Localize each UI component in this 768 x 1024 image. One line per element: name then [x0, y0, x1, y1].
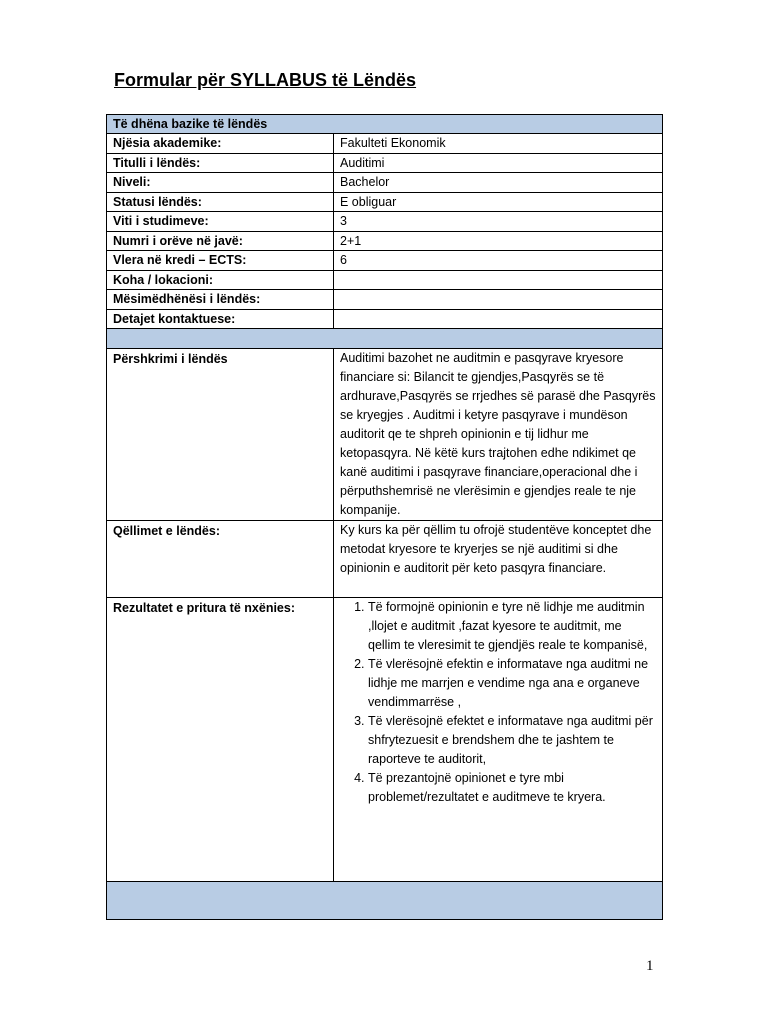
- description-text: Auditimi bazohet ne auditmin e pasqyrave kryesore financiare si: Bilancit te gjendjes,Pasqyrës se të ardhurave,Pasqyrës se rrjedhes së parasë dhe Pasqyrës se kryegjes . Auditmi i ketyre pasqyrave i mundëson auditorit qe te shpreh opinionin e tij lidhur me ketopasqyra. Në këtë kurs trajtohen edhe ndikimet qe kanë auditimi i pasqyrave financiare,operacional dhe i përputhshemrisë ne vlerësimin e gjendjes reale te nje kompanije.: [334, 349, 663, 521]
- info-row: [107, 173, 663, 193]
- info-value: [334, 290, 663, 310]
- info-value: [334, 309, 663, 329]
- info-value: 3: [334, 212, 663, 232]
- description-label: Përshkrimi i lëndës: [107, 349, 334, 521]
- info-label: Koha / lokacioni:: [107, 270, 334, 290]
- info-value: E obliguar: [334, 192, 663, 212]
- info-value: [334, 270, 663, 290]
- outcome-item: 3. Të vlerësojnë efektet e informatave nga auditmi për shfrytezuesit e brendshem dhe te jashtem te raporteve te auditorit,: [368, 712, 656, 769]
- info-label: Mësimëdhënësi i lëndës:: [107, 290, 334, 310]
- separator-cell: [107, 329, 663, 349]
- info-row: [107, 251, 663, 271]
- footer-band: [107, 882, 663, 920]
- info-value: 2+1: [334, 231, 663, 251]
- info-label: Numri i orëve në javë:: [107, 231, 334, 251]
- info-row: [107, 270, 663, 290]
- info-row: [107, 309, 663, 329]
- outcomes-cell: [334, 598, 663, 882]
- outcomes-list: [340, 598, 656, 807]
- info-row: [107, 134, 663, 154]
- section-header-row: [107, 115, 663, 134]
- info-value: Fakulteti Ekonomik: [334, 134, 663, 154]
- outcome-item: 2. Të vlerësojnë efektin e informatave nga auditmi ne lidhje me marrjen e vendime nga ana e organeve vendimmarrëse ,: [368, 655, 656, 712]
- info-value: Bachelor: [334, 173, 663, 193]
- info-row: [107, 212, 663, 232]
- description-row: [107, 349, 663, 521]
- info-label: Titulli i lëndës:: [107, 153, 334, 173]
- info-row: [107, 290, 663, 310]
- goals-label: Qëllimet e lëndës:: [107, 521, 334, 598]
- page-number: 1: [646, 958, 654, 974]
- footer-band-row: [107, 882, 663, 920]
- info-label: Detajet kontaktuese:: [107, 309, 334, 329]
- goals-row: [107, 521, 663, 598]
- info-label: Viti i studimeve:: [107, 212, 334, 232]
- goals-text: Ky kurs ka për qëllim tu ofrojë studentëve konceptet dhe metodat kryesore te kryerjes se një auditimi si dhe opinionin e auditorit për keto pasqyra financiare.: [334, 521, 663, 598]
- info-value: 6: [334, 251, 663, 271]
- info-label: Niveli:: [107, 173, 334, 193]
- info-value: Auditimi: [334, 153, 663, 173]
- outcome-item: 1. Të formojnë opinionin e tyre në lidhje me auditmin ,llojet e auditmit ,fazat kyesore te auditmit, me qellim te vleresimit te gjendjës reale te kompanisë,: [368, 598, 656, 655]
- page-title: Formular për SYLLABUS të Lëndës: [114, 70, 417, 90]
- info-row: [107, 153, 663, 173]
- info-row: [107, 192, 663, 212]
- info-label: Njësia akademike:: [107, 134, 334, 154]
- basic-info-rows: [107, 134, 663, 329]
- outcomes-label: Rezultatet e pritura të nxënies:: [107, 598, 334, 882]
- separator-row: [107, 329, 663, 349]
- info-label: Statusi lëndës:: [107, 192, 334, 212]
- outcomes-row: [107, 598, 663, 882]
- section-header: Të dhëna bazike të lëndës: [107, 115, 663, 134]
- outcome-item: 4. Të prezantojnë opinionet e tyre mbi problemet/rezultatet e auditmeve te kryera.: [368, 769, 656, 807]
- syllabus-table: [106, 114, 663, 920]
- info-label: Vlera në kredi – ECTS:: [107, 251, 334, 271]
- info-row: [107, 231, 663, 251]
